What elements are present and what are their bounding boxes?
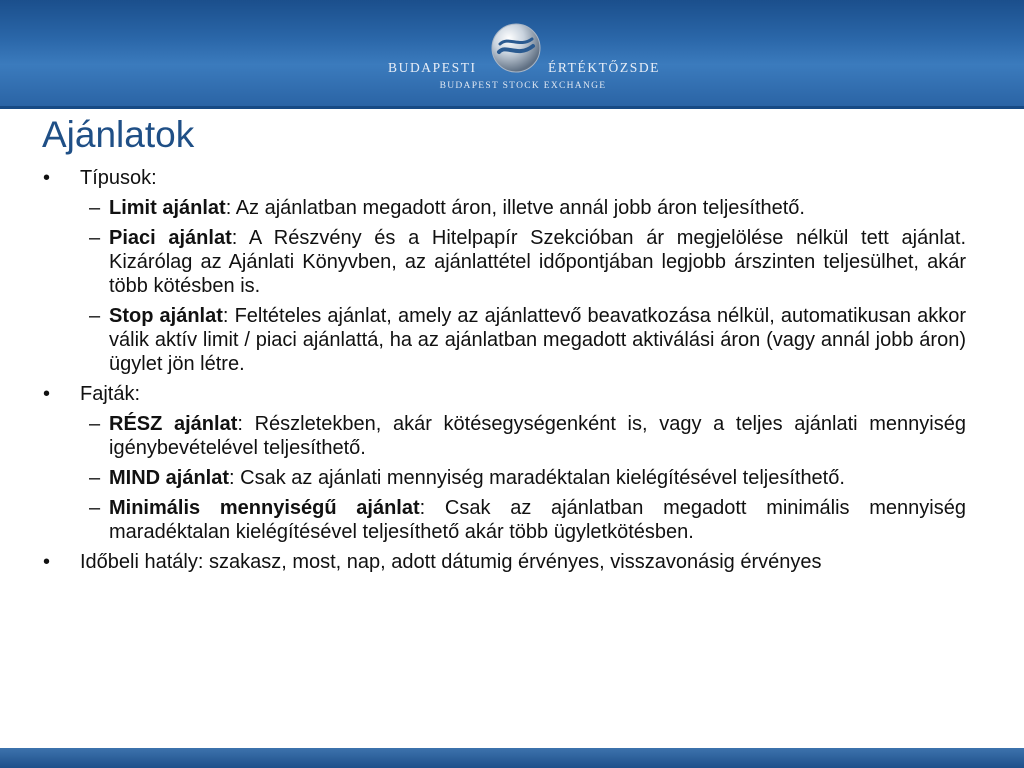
sub-item-term: Limit ajánlat	[109, 197, 226, 219]
dash-mark: –	[89, 497, 101, 519]
dash-mark: –	[89, 467, 101, 489]
sub-item	[40, 226, 966, 298]
dash-mark: –	[89, 413, 101, 435]
bullet-item	[40, 382, 966, 406]
sub-item	[40, 496, 966, 544]
bullet-mark: •	[43, 383, 51, 405]
dash-mark: –	[89, 197, 101, 219]
sub-item	[40, 304, 966, 376]
bullet-item	[40, 166, 966, 190]
bullet-item	[40, 550, 966, 574]
slide-footer-bar	[0, 748, 1024, 768]
slide-body	[40, 166, 966, 580]
sub-item-term: Piaci ajánlat	[109, 227, 232, 249]
slide-title: Ajánlatok	[42, 114, 195, 155]
bullet-text: Fajták:	[80, 383, 141, 405]
bullet-text: Típusok:	[80, 167, 157, 189]
header-divider	[0, 106, 1024, 109]
sub-item-text: : Feltételes ajánlat, amely az ajánlattevő beavatkozása nélkül, automatikusan akkor válik aktív limit / piaci ajánlattá, ha az ajánlatban megadott aktiválási áron (vagy annál jobb áron) ügylet jön létre.	[109, 305, 966, 375]
bullet-text: Időbeli hatály: szakasz, most, nap, adott dátumig érvényes, visszavonásig érvényes	[80, 551, 822, 573]
sub-item-text: : Részletekben, akár kötésegységenként is, vagy a teljes ajánlati mennyiség igénybevételével teljesíthető.	[109, 413, 966, 459]
bullet-mark: •	[43, 167, 51, 189]
logo-text-right: ÉRTÉKTŐZSDE	[548, 60, 661, 75]
bse-logo	[370, 18, 670, 98]
sub-item-text: : A Részvény és a Hitelpapír Szekcióban ár megjelölése nélkül tett ajánlat. Kizárólag az Ajánlati Könyvben, az ajánlattétel időpontjában legjobb árszinten teljesülhet, akár több kötésben is.	[109, 227, 966, 297]
sub-item-text: : Az ajánlatban megadott áron, illetve annál jobb áron teljesíthető.	[225, 197, 805, 219]
bullet-mark: •	[43, 551, 51, 573]
sub-item-term: RÉSZ ajánlat	[109, 413, 238, 435]
sub-item-term: MIND ajánlat	[109, 467, 230, 489]
sub-item	[40, 466, 966, 490]
logo-text-left: BUDAPESTI	[388, 60, 477, 75]
sub-item	[40, 196, 966, 220]
sub-item-text: : Csak az ajánlati mennyiség maradéktalan kielégítésével teljesíthető.	[229, 467, 845, 489]
dash-mark: –	[89, 305, 101, 327]
sub-item-text: : Csak az ajánlatban megadott minimális mennyiség maradéktalan kielégítésével teljesíthető akár több ügyletkötésben.	[109, 497, 966, 543]
sub-item-term: Minimális mennyiségű ajánlat	[109, 497, 420, 519]
dash-mark: –	[89, 227, 101, 249]
bse-globe-emblem-icon	[490, 22, 542, 74]
logo-subtitle: BUDAPEST STOCK EXCHANGE	[439, 81, 607, 91]
sub-item	[40, 412, 966, 460]
sub-item-term: Stop ajánlat	[109, 305, 223, 327]
